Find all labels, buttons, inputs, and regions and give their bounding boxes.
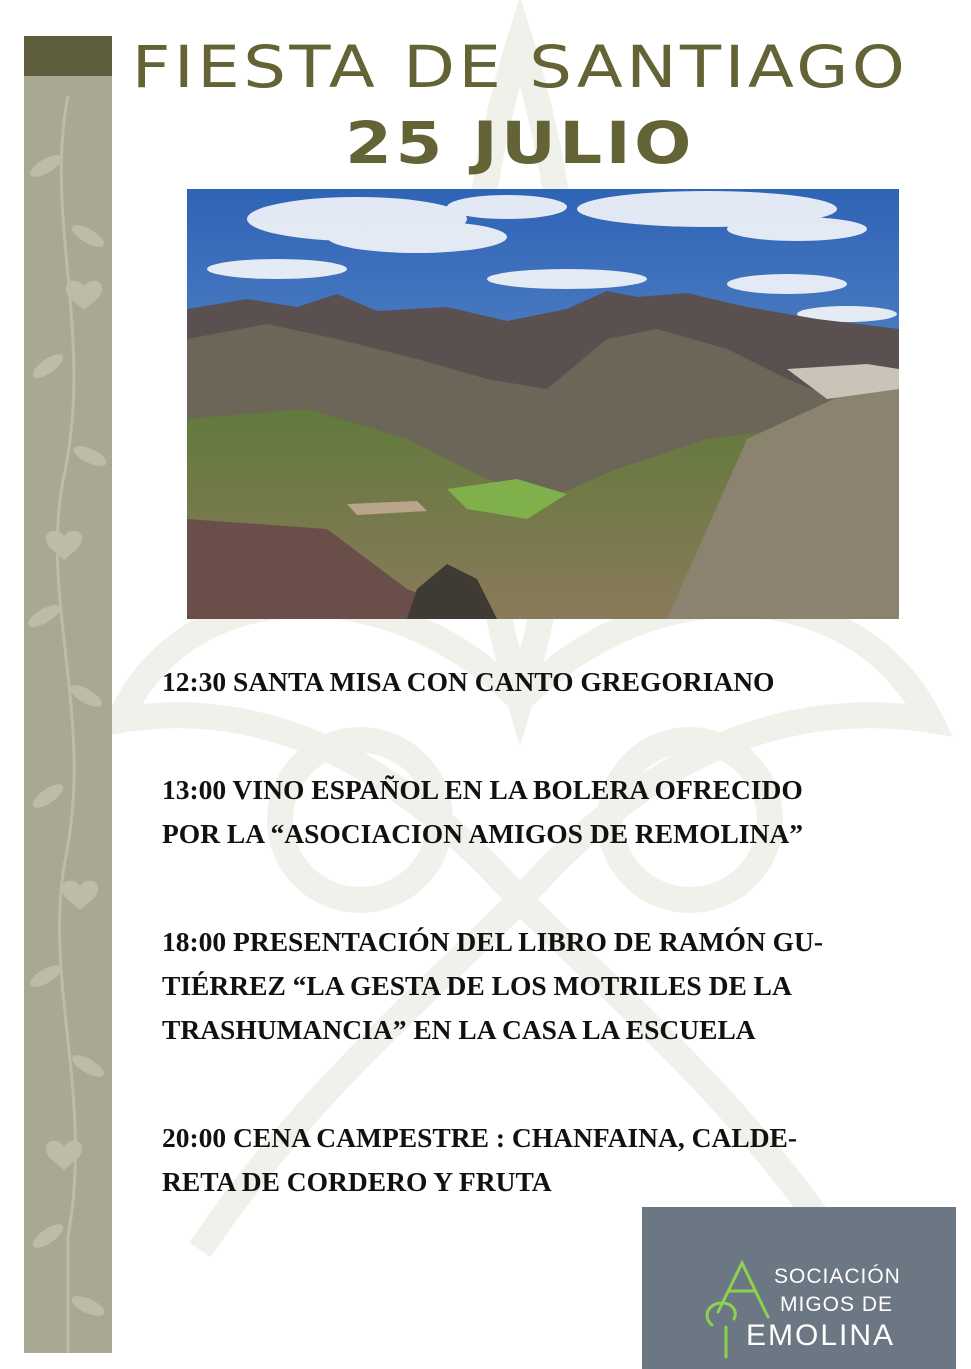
olive-branch-pattern (24, 36, 112, 1353)
logo-text-line: MIGOS DE (780, 1293, 894, 1316)
association-logo (642, 1207, 956, 1369)
event-line: 12:30 SANTA MISA CON CANTO GREGORIANO (162, 666, 775, 697)
logo-text-line: SOCIACIÓN (774, 1265, 901, 1288)
event-line: 20:00 CENA CAMPESTRE : CHANFAINA, CALDE- (162, 1122, 798, 1153)
event-line: TIÉRREZ “LA GESTA DE LOS MOTRILES DE LA (162, 970, 792, 1001)
event-line: RETA DE CORDERO Y FRUTA (162, 1166, 552, 1197)
event-line: POR LA “ASOCIACION AMIGOS DE REMOLINA” (162, 818, 803, 849)
poster-title: FIESTA DE SANTIAGO (131, 33, 909, 101)
event-line: 18:00 PRESENTACIÓN DEL LIBRO DE RAMÓN GU- (162, 926, 824, 957)
event-item (162, 1116, 797, 1204)
event-line: TRASHUMANCIA” EN LA CASA LA ESCUELA (162, 1014, 756, 1045)
event-item (162, 768, 803, 856)
side-band (24, 36, 112, 1353)
logo-text-line: EMOLINA (746, 1319, 896, 1352)
poster-date: 25 JULIO (345, 109, 695, 177)
event-item (162, 920, 823, 1052)
event-item (162, 660, 774, 704)
event-line: 13:00 VINO ESPAÑOL EN LA BOLERA OFRECIDO (162, 774, 803, 805)
mountain-landscape-photo (187, 189, 899, 619)
